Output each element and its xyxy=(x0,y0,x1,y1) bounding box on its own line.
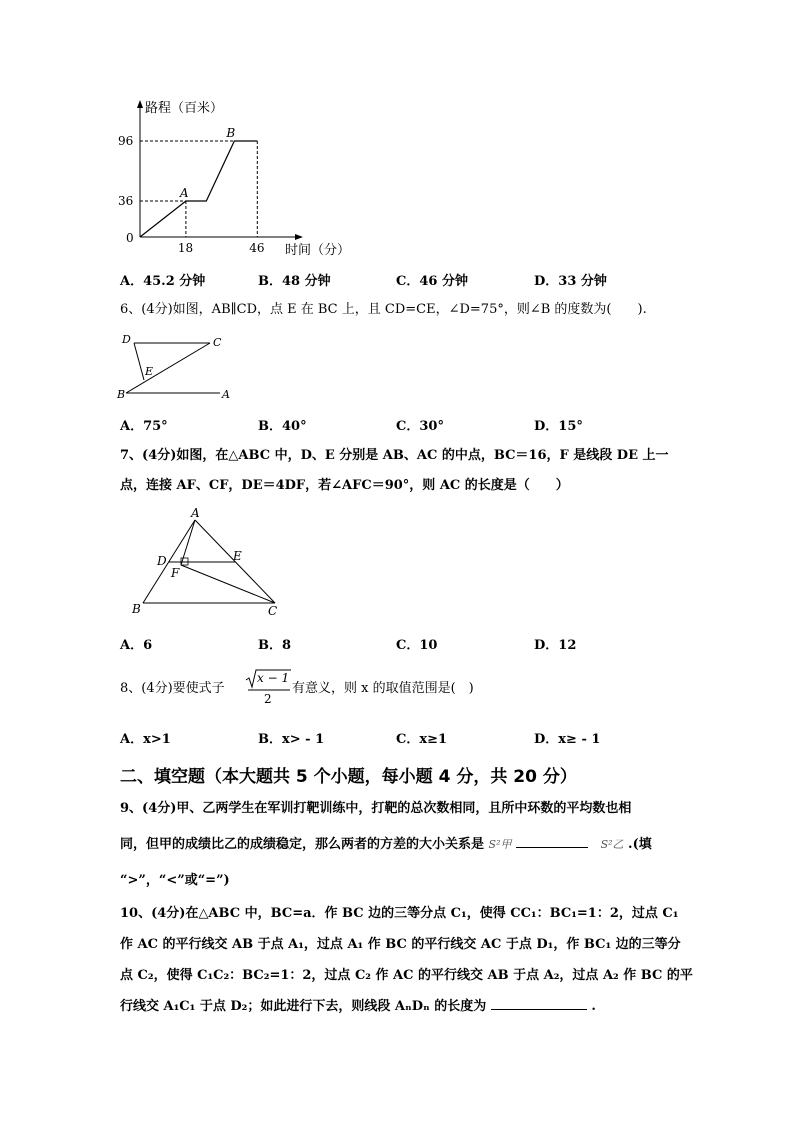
s-jia: S²甲 xyxy=(488,838,512,851)
y-tick-96: 96 xyxy=(118,134,134,148)
q8-option-d[interactable]: D．x≥ - 1 xyxy=(534,732,601,747)
label-f: F xyxy=(171,566,180,580)
q6-stem: 6、(4分)如图，AB∥CD，点 E 在 BC 上，且 CD=CE，∠D=75°，则∠B 的度数为( ). xyxy=(120,302,647,317)
segment-cb xyxy=(126,343,210,393)
q7-option-c[interactable]: C．10 xyxy=(396,638,438,653)
label-b: B xyxy=(117,388,126,401)
q10-line2: 作 AC 的平行线交 AB 于点 A₁，过点 A₁ 作 BC 的平行线交 AC 于点 D₁，作 BC₁ 边的三等分 xyxy=(120,937,681,952)
q6-option-d[interactable]: D．15° xyxy=(534,419,583,434)
label-d: D xyxy=(122,333,131,346)
q7-option-d[interactable]: D．12 xyxy=(534,638,577,653)
point-label-a: A xyxy=(179,186,189,200)
q8-denominator: 2 xyxy=(264,692,272,706)
q5-option-a[interactable]: A．45.2 分钟 xyxy=(120,274,206,289)
q6-option-c[interactable]: C．30° xyxy=(396,419,444,434)
x-axis-label: 时间（分） xyxy=(285,243,351,258)
q9-line2 xyxy=(120,836,652,854)
y-tick-36: 36 xyxy=(118,194,134,208)
series-line xyxy=(140,141,257,237)
q10-line1: 10、(4分)在△ABC 中，BC=a．作 BC 边的三等分点 C₁，使得 CC₁：BC₁=1：2，过点 C₁ xyxy=(120,906,679,921)
label-c: C xyxy=(213,336,222,349)
point-label-b: B xyxy=(226,126,236,140)
tick-label-origin: 0 xyxy=(126,231,134,245)
label-a: A xyxy=(191,506,200,520)
q7-stem-line1: 7、(4分)如图，在△ABC 中，D、E 分别是 AB、AC 的中点，BC＝16，F 是线段 DE 上一 xyxy=(120,448,669,463)
y-axis-label: 路程（百米） xyxy=(145,101,224,116)
q9-line3: “>”，“<”或“=”) xyxy=(120,873,230,888)
label-a: A xyxy=(222,388,230,401)
q10-answer-blank[interactable] xyxy=(491,1009,587,1010)
q7-stem-line2: 点，连接 AF、CF，DE＝4DF，若∠AFC＝90°，则 AC 的长度是（ ） xyxy=(120,478,569,493)
q5-option-d[interactable]: D．33 分钟 xyxy=(534,274,607,289)
q9-answer-blank[interactable] xyxy=(516,847,588,848)
q10-line4-suffix: . xyxy=(591,999,596,1014)
y-axis-arrow xyxy=(137,100,143,108)
label-e: E xyxy=(145,365,154,378)
q10-line4 xyxy=(120,998,596,1016)
q9-line1: 9、(4分)甲、乙两学生在军训打靶训练中，打靶的总次数相同，且所中环数的平均数也相 xyxy=(120,801,632,816)
q5-option-b[interactable]: B．48 分钟 xyxy=(258,274,331,289)
q7-option-b[interactable]: B．8 xyxy=(258,638,292,653)
q6-option-a[interactable]: A．75° xyxy=(120,419,168,434)
x-axis-arrow xyxy=(295,234,303,240)
q9-line2-suffix: .(填 xyxy=(628,837,652,852)
q8-stem-suffix: 有意义，则 x 的取值范围是( ) xyxy=(292,681,474,696)
q8-formula xyxy=(244,668,292,710)
distance-time-chart xyxy=(110,95,370,260)
q6-option-b[interactable]: B．40° xyxy=(258,419,307,434)
q7-figure xyxy=(125,505,290,620)
q5-option-c[interactable]: C．46 分钟 xyxy=(396,274,468,289)
q8-option-a[interactable]: A．x>1 xyxy=(120,732,171,747)
x-tick-18: 18 xyxy=(177,241,194,255)
s-yi: S²乙 xyxy=(600,838,624,851)
q9-line2-prefix: 同，但甲的成绩比乙的成绩稳定，那么两者的方差的大小关系是 xyxy=(120,837,485,852)
label-b: B xyxy=(132,602,141,616)
q8-option-b[interactable]: B．x> - 1 xyxy=(258,732,325,747)
x-tick-46: 46 xyxy=(249,241,265,255)
q8-radicand: x − 1 xyxy=(257,671,290,685)
q6-figure xyxy=(112,330,242,402)
q8-option-c[interactable]: C．x≥1 xyxy=(396,732,448,747)
q10-line3: 点 C₂，使得 C₁C₂：BC₂=1：2，过点 C₂ 作 AC 的平行线交 AB 于点 A₂，过点 A₂ 作 BC 的平 xyxy=(120,968,693,983)
q8-stem-prefix: 8、(4分)要使式子 xyxy=(120,681,225,696)
label-d: D xyxy=(157,554,167,568)
label-c: C xyxy=(268,604,278,618)
section-2-title: 二、填空题（本大题共 5 个小题，每小题 4 分，共 20 分） xyxy=(120,767,577,787)
q7-option-a[interactable]: A．6 xyxy=(120,638,153,653)
q10-line4-prefix: 行线交 A₁C₁ 于点 D₂；如此进行下去，则线段 AₙDₙ 的长度为 xyxy=(120,999,487,1014)
segment-de xyxy=(134,343,144,380)
label-e: E xyxy=(233,549,242,563)
